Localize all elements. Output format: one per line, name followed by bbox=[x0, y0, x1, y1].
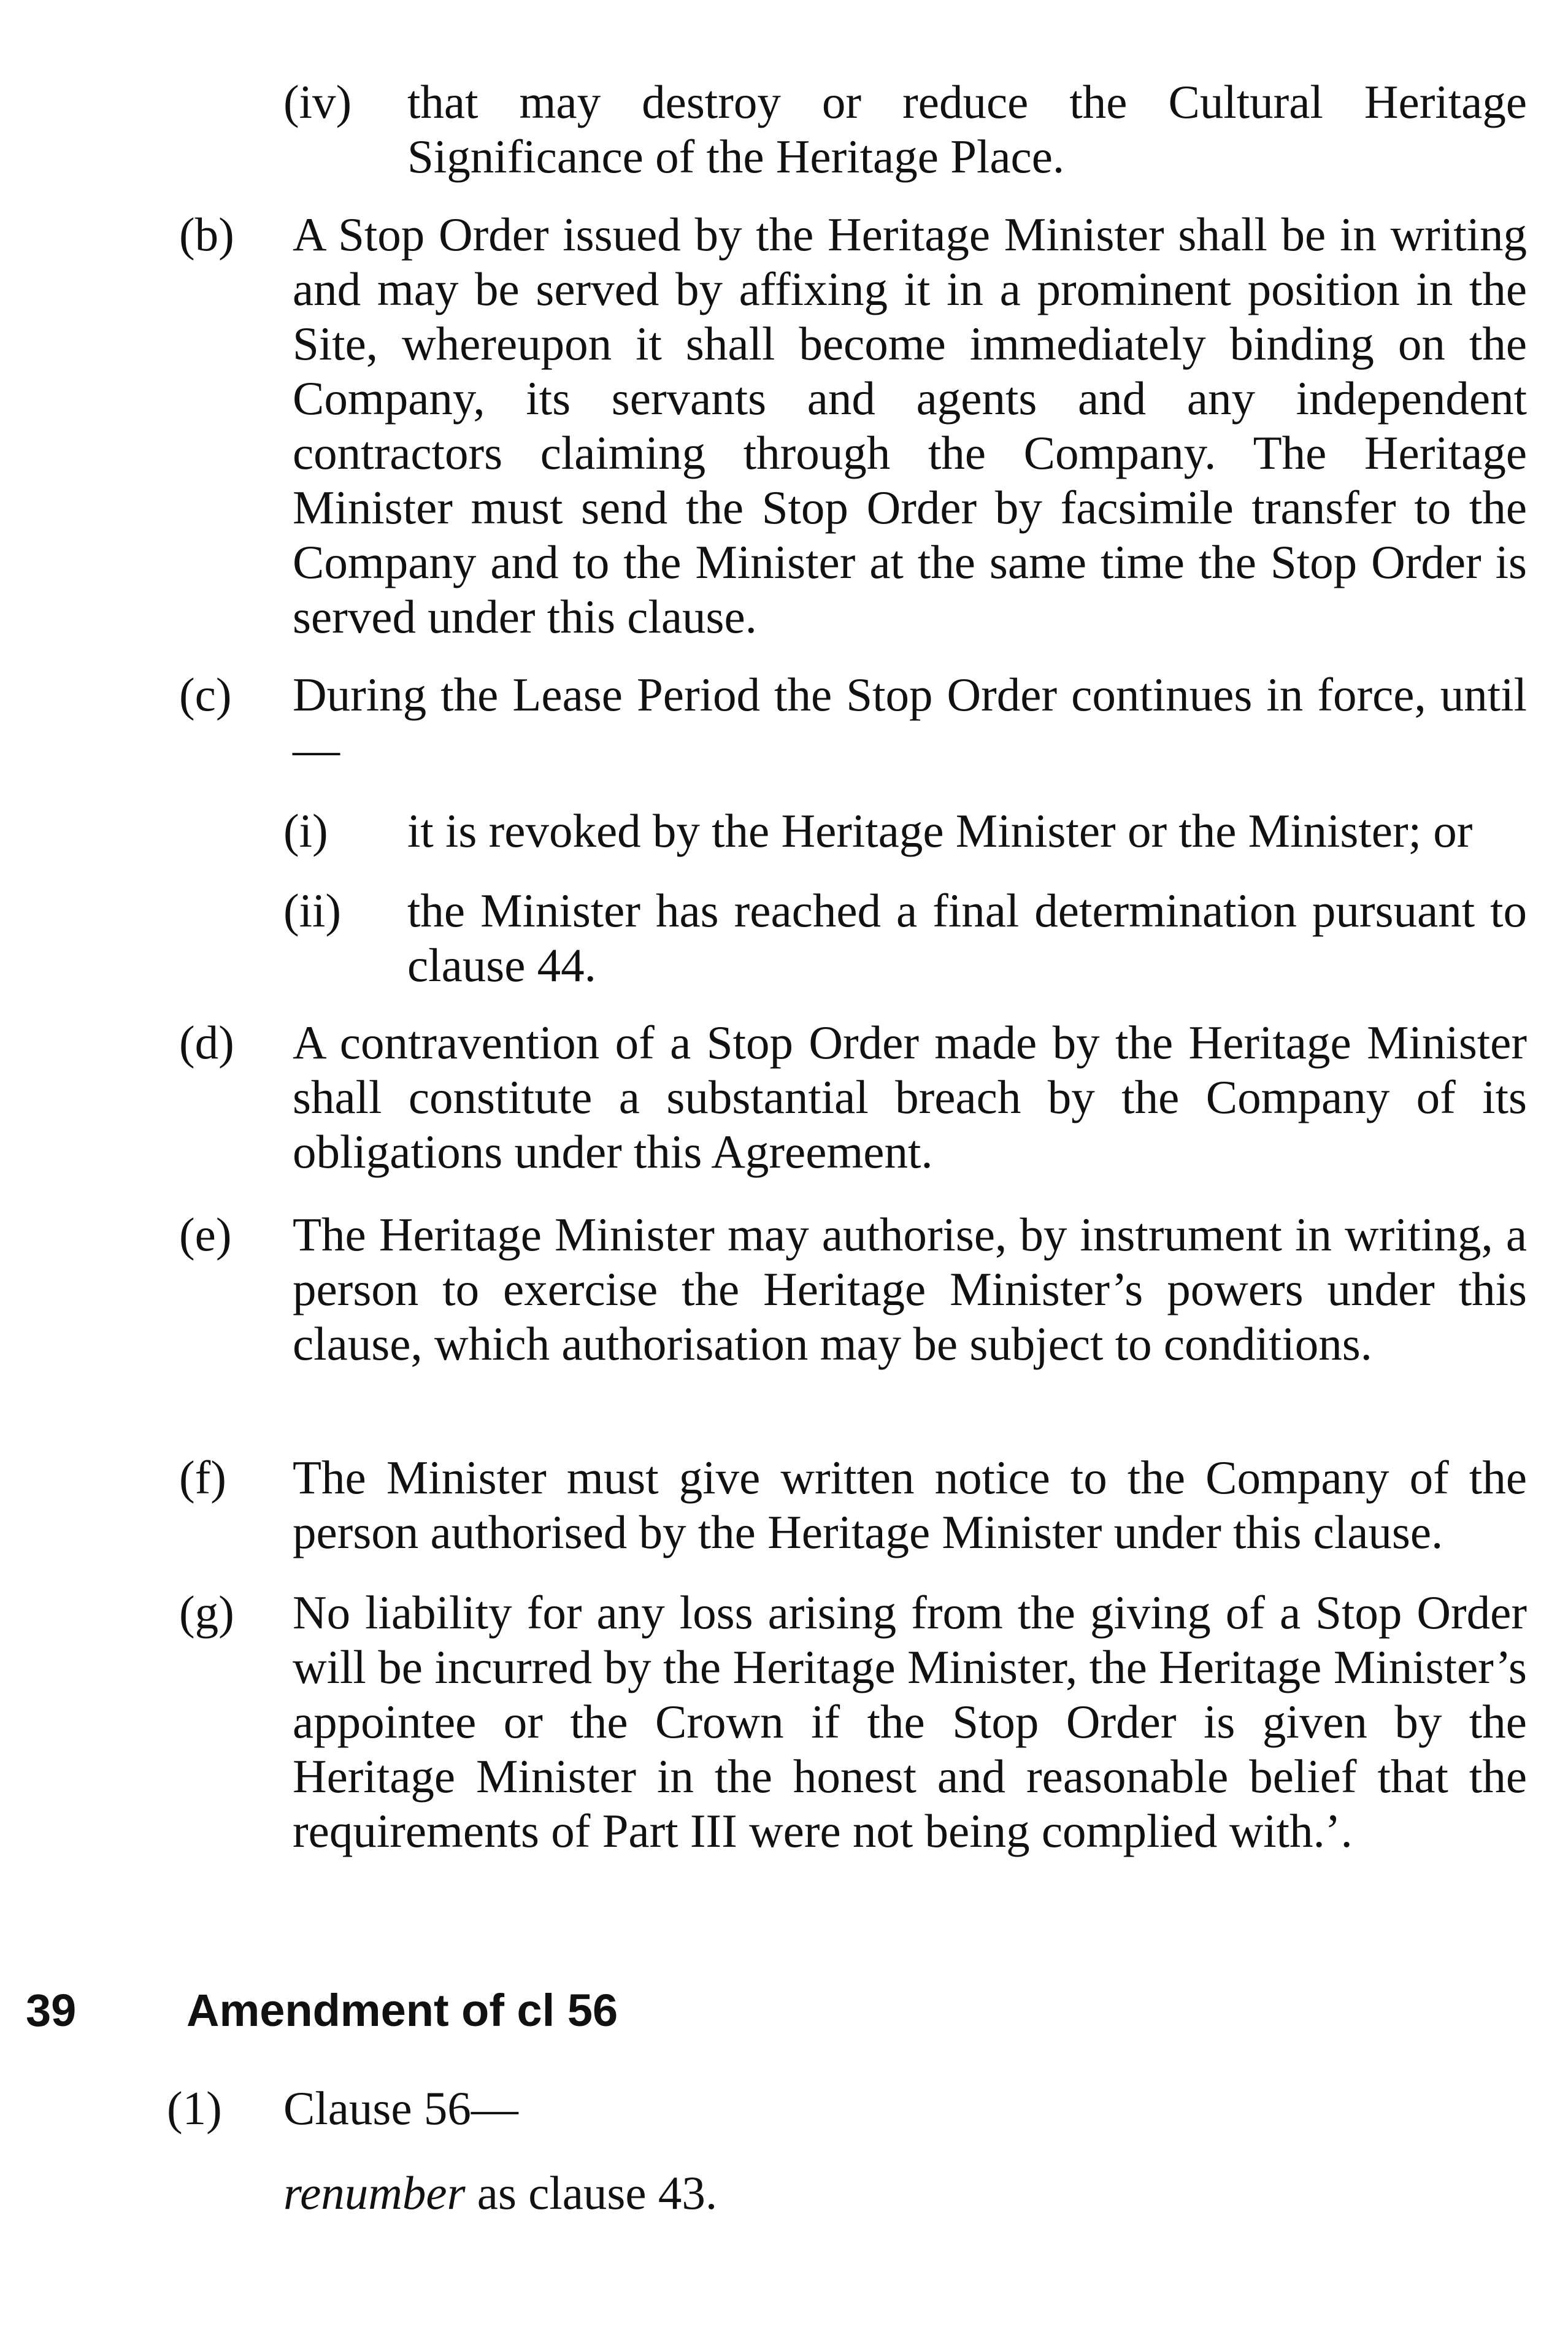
clause-label: (e) bbox=[179, 1208, 232, 1261]
clause-text: that may destroy or reduce the Cultural Heritage Significance of the Heritage Place. bbox=[407, 75, 1527, 183]
subsection-label: (1) bbox=[167, 2082, 222, 2135]
clause-text: The Heritage Minister may authorise, by instrument in writing, a person to exercise the Heritage Minister’s powers under this clause, which authorisation may be subject to conditions. bbox=[293, 1208, 1527, 1370]
section-title: Amendment of cl 56 bbox=[186, 1985, 618, 2036]
clause-label: (d) bbox=[179, 1016, 234, 1069]
clause-text: No liability for any loss arising from the giving of a Stop Order will be incurred by the Heritage Minister, the Heritage Minister’s appointee or the Crown if the Stop Order is given by the Heritage Minister in the honest and reasonable belief that the requirements of Part III were not being complied with.’. bbox=[293, 1586, 1527, 1857]
clause-text: During the Lease Period the Stop Order continues in force, until— bbox=[293, 668, 1527, 776]
instruction-rest: as clause 43. bbox=[465, 2166, 718, 2219]
clause-label: (b) bbox=[179, 208, 234, 261]
clause-label: (iv) bbox=[283, 75, 352, 128]
clause-text: A Stop Order issued by the Heritage Minister shall be in writing and may be served by affixing it in a prominent position in the Site, whereupon it shall become immediately binding on the Company, its servants and agents and any independent contractors claiming through the Company. The Heritage Minister must send the Stop Order by facsimile transfer to the Company and to the Minister at the same time the Stop Order is served under this clause. bbox=[293, 208, 1527, 643]
section-number: 39 bbox=[26, 1985, 77, 2036]
amendment-instruction bbox=[283, 2166, 717, 2220]
subsection-text: Clause 56— bbox=[283, 2082, 518, 2135]
instruction-italic: renumber bbox=[283, 2166, 466, 2219]
clause-text: The Minister must give written notice to the Company of the person authorised by the Heritage Minister under this clause. bbox=[293, 1451, 1527, 1558]
clause-label: (c) bbox=[179, 668, 232, 721]
clause-text: A contravention of a Stop Order made by the Heritage Minister shall constitute a substantial breach by the Company of its obligations under this Agreement. bbox=[293, 1016, 1527, 1178]
clause-label: (g) bbox=[179, 1586, 234, 1639]
clause-text: it is revoked by the Heritage Minister or the Minister; or bbox=[407, 804, 1473, 857]
clause-label: (f) bbox=[179, 1451, 226, 1504]
clause-label: (i) bbox=[283, 804, 328, 857]
clause-label: (ii) bbox=[283, 884, 342, 937]
clause-text: the Minister has reached a final determination pursuant to clause 44. bbox=[407, 884, 1527, 992]
